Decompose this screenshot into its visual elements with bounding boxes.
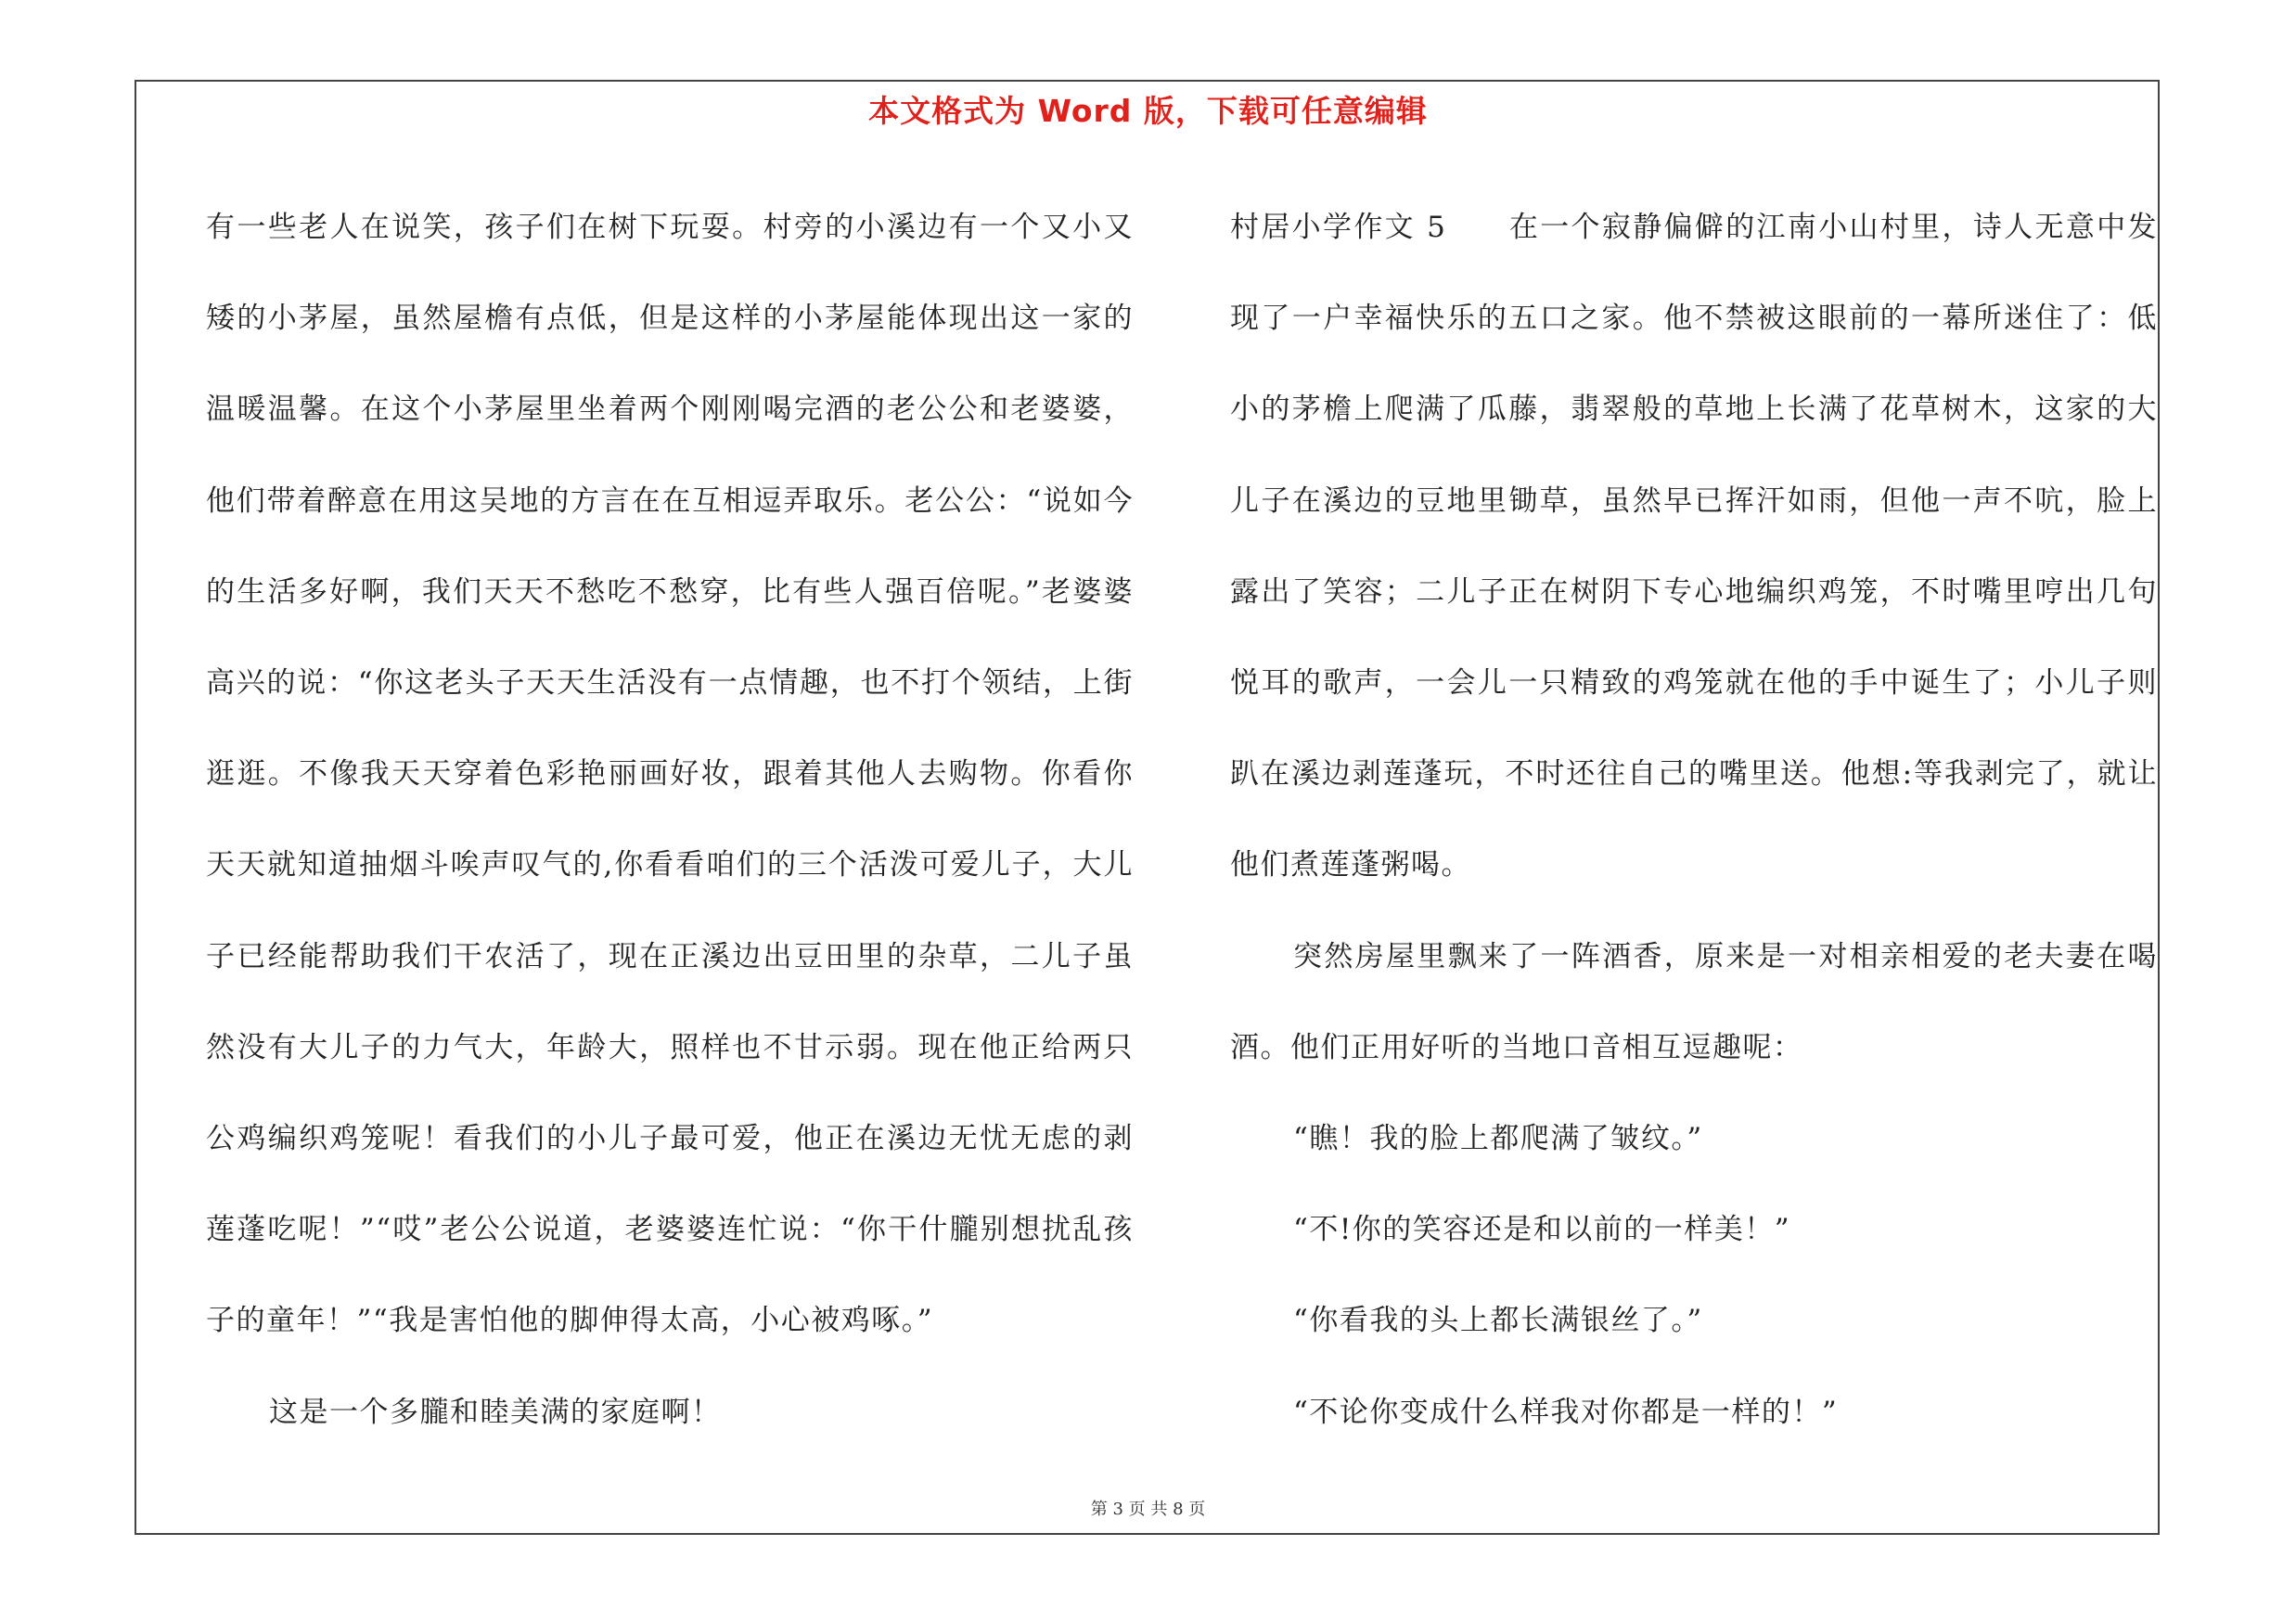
paragraph: 突然房屋里飘来了一阵酒香，原来是一对相亲相爱的老夫妻在喝酒。他们正用好听的当地口音相互逗趣呢： [1230, 939, 2158, 1064]
dialogue-line: “不!你的笑容还是和以前的一样美！” [1293, 1213, 1791, 1247]
paragraph: 这是一个多朧和睦美满的家庭啊！ [269, 1395, 722, 1429]
dialogue-line: “你看我的头上都长满银丝了。” [1293, 1304, 1703, 1338]
format-notice-banner: 本文格式为 Word 版，下载可任意编辑 [868, 93, 1428, 129]
paragraph: 村居小学作文 5 在一个寂静偏僻的江南小山村里，诗人无意中发现了一户幸福快乐的五口之家。他不禁被这眼前的一幕所迷住了：低小的茅檐上爬满了瓜藤，翡翠般的草地上长满了花草树木，这家的大儿子在溪边的豆地里锄草，虽然早已挥汗如雨，但他一声不吭，脸上露出了笑容；二儿子正在树阴下专心地编织鸡笼，不时嘴里哼出几句悦耳的歌声，一会儿一只精致的鸡笼就在他的手中诞生了；小儿子则趴在溪边剥莲蓬玩，不时还往自己的嘴里送。他想:等我剥完了，就让他们煮莲蓬粥喝。 [1230, 211, 2158, 882]
page-number-footer: 第 3 页 共 8 页 [1090, 1500, 1206, 1519]
left-text-column [206, 182, 1134, 1458]
right-text-column [1230, 182, 2158, 1458]
dialogue-line: “不论你变成什么样我对你都是一样的！” [1293, 1395, 1839, 1429]
dialogue-line: “瞧！我的脸上都爬满了皱纹。” [1293, 1122, 1703, 1156]
paragraph: 有一些老人在说笑，孩子们在树下玩耍。村旁的小溪边有一个又小又矮的小茅屋，虽然屋檐有点低，但是这样的小茅屋能体现出这一家的温暖温馨。在这个小茅屋里坐着两个刚刚喝完酒的老公公和老婆婆，他们带着醉意在用这吴地的方言在在互相逗弄取乐。老公公：“说如今的生活多好啊，我们天天不愁吃不愁穿，比有些人强百倍呢。”老婆婆高兴的说：“你这老头子天天生活没有一点情趣，也不打个领结，上街逛逛。不像我天天穿着色彩艳丽画好妆，跟着其他人去购物。你看你天天就知道抽烟斗唉声叹气的,你看看咱们的三个活泼可爱儿子，大儿子已经能帮助我们干农活了，现在正溪边出豆田里的杂草，二儿子虽然没有大儿子的力气大，年龄大，照样也不甘示弱。现在他正给两只公鸡编织鸡笼呢！看我们的小儿子最可爱，他正在溪边无忧无虑的剥莲蓬吃呢！”“哎”老公公说道，老婆婆连忙说：“你干什朧别想扰乱孩子的童年！”“我是害怕他的脚伸得太高，小心被鸡啄。” [206, 211, 1134, 1338]
